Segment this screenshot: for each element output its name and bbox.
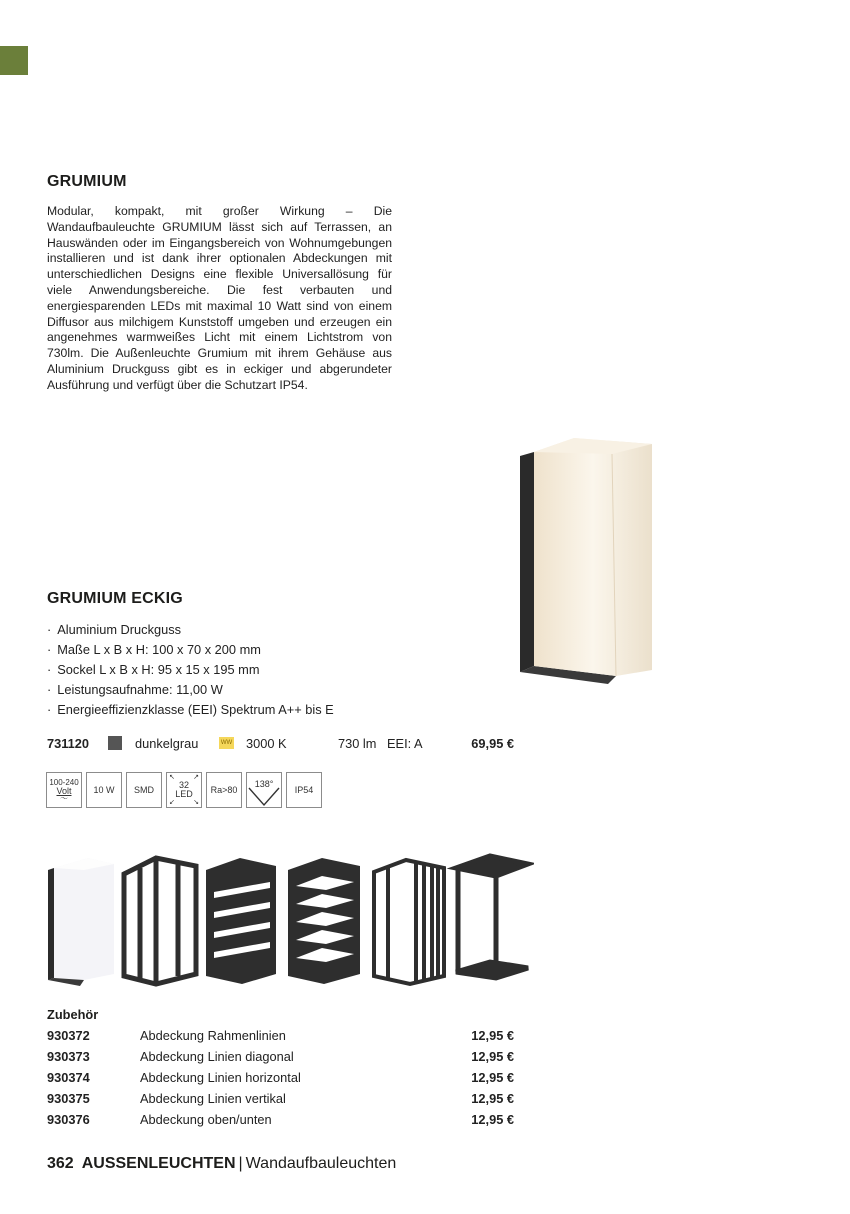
intro-text: Modular, kompakt, mit großer Wirkung – Die Wandaufbauleuchte GRUMIUM lässt sich auf Terrassen, an Hauswänden oder im Eingangsbereich von Wohnumgebungen installieren und ist dank ihrer optionalen Abdeckungen mit unterschiedlichen Designs eine flexible Universallösung für viele Anwendungsbereiche. Die fest verbauten und energiesparenden LEDs mit maximal 10 Watt sind von einem Diffusor aus milchigem Kunststoff umgeben und erzeugen ein angenehmes warmweißes Licht mit einem Lichtstrom von 730lm. Die Außenleuchte Grumium mit ihrem Gehäuse aus Aluminium Druckguss gibt es in eckiger und abgerundeter Ausführung und verfügt über die Schutzart IP54. xyxy=(47,204,392,392)
article-number: 731120 xyxy=(47,736,89,751)
accessory-name: Abdeckung oben/unten xyxy=(140,1112,272,1127)
accessory-row xyxy=(47,1110,517,1130)
accessory-row xyxy=(47,1026,517,1046)
cover-accessories-photos xyxy=(44,850,534,990)
accessory-number: 930372 xyxy=(47,1028,90,1043)
cover-horizontal-lines-photo xyxy=(288,858,360,984)
color-temperature: 3000 K xyxy=(246,736,287,751)
cover-plain-photo xyxy=(48,858,114,986)
warm-white-badge: WW xyxy=(219,737,234,749)
voltage-icon: 100-240 Volt ～ xyxy=(46,772,82,808)
led-count-icon: ↖ ↗ ↙ ↘ 32 LED xyxy=(166,772,202,808)
spec-icon-row xyxy=(46,772,322,808)
feature-item: · Leistungsaufnahme: 11,00 W xyxy=(47,680,334,700)
lamp-back-plate xyxy=(520,452,534,672)
cri-icon: Ra>80 xyxy=(206,772,242,808)
accessory-name: Abdeckung Linien horizontal xyxy=(140,1070,301,1085)
lamp-diffuser xyxy=(534,438,652,676)
energy-class: EEI: A xyxy=(387,736,423,751)
footer-separator: | xyxy=(238,1155,243,1172)
feature-list xyxy=(47,620,334,720)
accessory-number: 930373 xyxy=(47,1049,90,1064)
cover-diagonal-lines-photo xyxy=(206,858,276,984)
smd-icon: SMD xyxy=(126,772,162,808)
accessory-price: 12,95 € xyxy=(471,1112,514,1127)
product-title: GRUMIUM ECKIG xyxy=(47,590,183,607)
accessory-number: 930374 xyxy=(47,1070,90,1085)
article-price: 69,95 € xyxy=(471,736,514,751)
feature-item: · Maße L x B x H: 100 x 70 x 200 mm xyxy=(47,640,334,660)
accessory-number: 930375 xyxy=(47,1091,90,1106)
feature-item: · Aluminium Druckguss xyxy=(47,620,334,640)
lamp-product-photo xyxy=(512,430,662,690)
article-row xyxy=(47,735,517,753)
feature-item: · Sockel L x B x H: 95 x 15 x 195 mm xyxy=(47,660,334,680)
accessory-price: 12,95 € xyxy=(471,1028,514,1043)
accessory-row xyxy=(47,1047,517,1067)
subsection-name: Wandaufbauleuchten xyxy=(245,1155,397,1172)
intro-title: GRUMIUM xyxy=(47,173,127,190)
accessory-price: 12,95 € xyxy=(471,1070,514,1085)
chapter-color-tab xyxy=(0,46,28,75)
cover-top-bottom-photo xyxy=(456,856,528,978)
accessories-heading: Zubehör xyxy=(47,1007,99,1022)
accessory-row xyxy=(47,1068,517,1088)
beam-angle-icon: 138° xyxy=(246,772,282,808)
accessory-price: 12,95 € xyxy=(471,1049,514,1064)
feature-item: · Energieeffizienzklasse (EEI) Spektrum A++ bis E xyxy=(47,700,334,720)
accessory-name: Abdeckung Linien diagonal xyxy=(140,1049,294,1064)
accessory-name: Abdeckung Rahmenlinien xyxy=(140,1028,286,1043)
accessory-name: Abdeckung Linien vertikal xyxy=(140,1091,286,1106)
page-number: 362 xyxy=(47,1155,74,1172)
accessory-row xyxy=(47,1089,517,1109)
accessory-number: 930376 xyxy=(47,1112,90,1127)
cover-frame-lines-photo xyxy=(124,858,196,984)
wattage-icon: 10 W xyxy=(86,772,122,808)
cover-vertical-lines-photo xyxy=(374,860,444,984)
accessory-price: 12,95 € xyxy=(471,1091,514,1106)
section-name: AUSSENLEUCHTEN xyxy=(81,1155,236,1172)
ip-rating-icon: IP54 xyxy=(286,772,322,808)
luminous-flux: 730 lm xyxy=(338,736,377,751)
color-swatch xyxy=(108,736,122,750)
color-name: dunkelgrau xyxy=(135,736,199,751)
page-footer xyxy=(47,1152,396,1176)
